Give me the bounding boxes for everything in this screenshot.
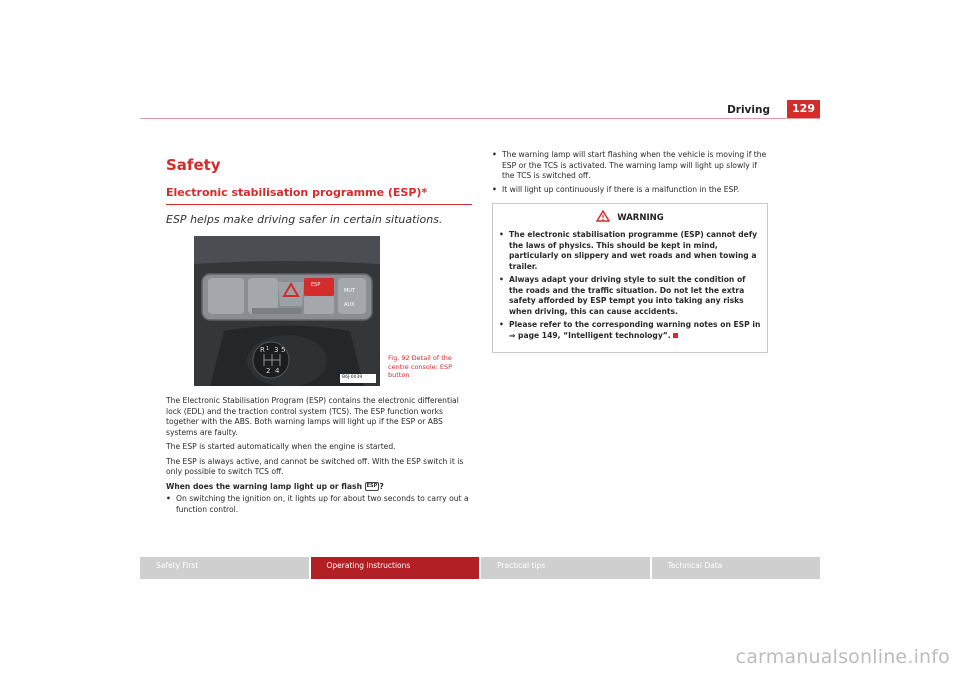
- gear-5-label: 5: [281, 346, 286, 354]
- bullet-icon: •: [499, 275, 504, 284]
- warning-item-text: The electronic stabilisation programme (ESP) cannot defy the laws of physics. This should be kept in mind, particularly on slippery and wet roads and when towing a trailer.: [509, 230, 758, 271]
- warning-heading: [499, 210, 761, 225]
- page-number: 129: [787, 100, 820, 118]
- figure: [166, 236, 472, 388]
- bullet-icon: •: [166, 494, 171, 503]
- list-item: [166, 494, 472, 515]
- bullet-icon: •: [499, 320, 504, 329]
- footer-tab-safety-first[interactable]: Safety First: [140, 557, 309, 579]
- question-text: When does the warning lamp light up or flash: [166, 481, 362, 491]
- warning-item: [499, 275, 761, 317]
- bullet-text: The warning lamp will start flashing when the vehicle is moving if the ESP or the TCS is activated. The warning lamp will light up slowly if the TCS is switched off.: [502, 150, 767, 180]
- watermark: carmanualsonline.info: [735, 646, 950, 668]
- footer-nav: [140, 557, 820, 579]
- header-section-title: Driving: [727, 104, 770, 116]
- footer-tab-operating-instructions[interactable]: Operating instructions: [311, 557, 480, 579]
- question-suffix: ?: [379, 481, 384, 491]
- warning-item: [499, 320, 761, 341]
- warning-item-text: Please refer to the corresponding warning notes on ESP in ⇒ page 149, “Intelligent technology”.: [509, 320, 761, 340]
- mute-button-label: MUT: [344, 288, 356, 294]
- gear-r-label: R: [260, 346, 265, 354]
- bullet-icon: •: [499, 230, 504, 239]
- list-item: [492, 150, 768, 182]
- esp-lamp-icon: ESP: [366, 483, 378, 489]
- gear-3-label: 3: [274, 346, 279, 354]
- paragraph-esp-start: The ESP is started automatically when the engine is started.: [166, 442, 396, 451]
- left-column: [166, 150, 472, 518]
- figure-caption: Fig. 92 Detail of the centre console: ESP button: [388, 354, 453, 379]
- aux-button-label: AUX: [344, 302, 355, 308]
- warning-lamp-question: [166, 482, 472, 492]
- subsection-title: Electronic stabilisation programme (ESP)*: [166, 186, 472, 205]
- gear-2-label: 2: [266, 367, 271, 375]
- gear-1-label: 1: [266, 346, 270, 352]
- right-column: [492, 150, 768, 353]
- bullet-icon: •: [492, 184, 497, 194]
- end-of-section-icon: [673, 333, 678, 338]
- console-illustration: [194, 236, 380, 386]
- intro-text: ESP helps make driving safer in certain situations.: [166, 213, 443, 226]
- list-item: [492, 185, 768, 196]
- warning-title: WARNING: [617, 213, 664, 223]
- warning-box: [492, 203, 768, 353]
- paragraph-esp-active: The ESP is always active, and cannot be switched off. With the ESP switch it is only possible to switch TCS off.: [166, 456, 464, 476]
- footer-tab-practical-tips[interactable]: Practical tips: [481, 557, 650, 579]
- warning-triangle-icon: [596, 210, 610, 225]
- warning-item: [499, 230, 761, 272]
- figure-code: B6J-0039: [342, 375, 363, 380]
- gear-4-label: 4: [275, 367, 280, 375]
- paragraph-esp-description: The Electronic Stabilisation Program (ESP) contains the electronic differential lock (EDL) and the traction control system (TCS). The ESP function works together with the ABS. Both warning lamps will light up if the ESP or ABS systems are faulty.: [166, 396, 459, 437]
- bullet-icon: •: [492, 150, 497, 159]
- footer-tab-technical-data[interactable]: Technical Data: [652, 557, 821, 579]
- warning-item-text: Always adapt your driving style to suit the condition of the roads and the traffic situation. Do not let the extra safety afforded by ESP tempt you into taking any risks when driving, this can cause accidents.: [509, 275, 746, 316]
- bullet-text: On switching the ignition on, it lights up for about two seconds to carry out a function control.: [176, 494, 469, 514]
- bullet-text: It will light up continuously if there is a malfunction in the ESP.: [502, 184, 740, 194]
- esp-button-label: ESP: [311, 282, 321, 288]
- header-rule: [140, 118, 820, 119]
- centre-console-photo: [194, 236, 380, 386]
- section-title: Safety: [166, 156, 221, 174]
